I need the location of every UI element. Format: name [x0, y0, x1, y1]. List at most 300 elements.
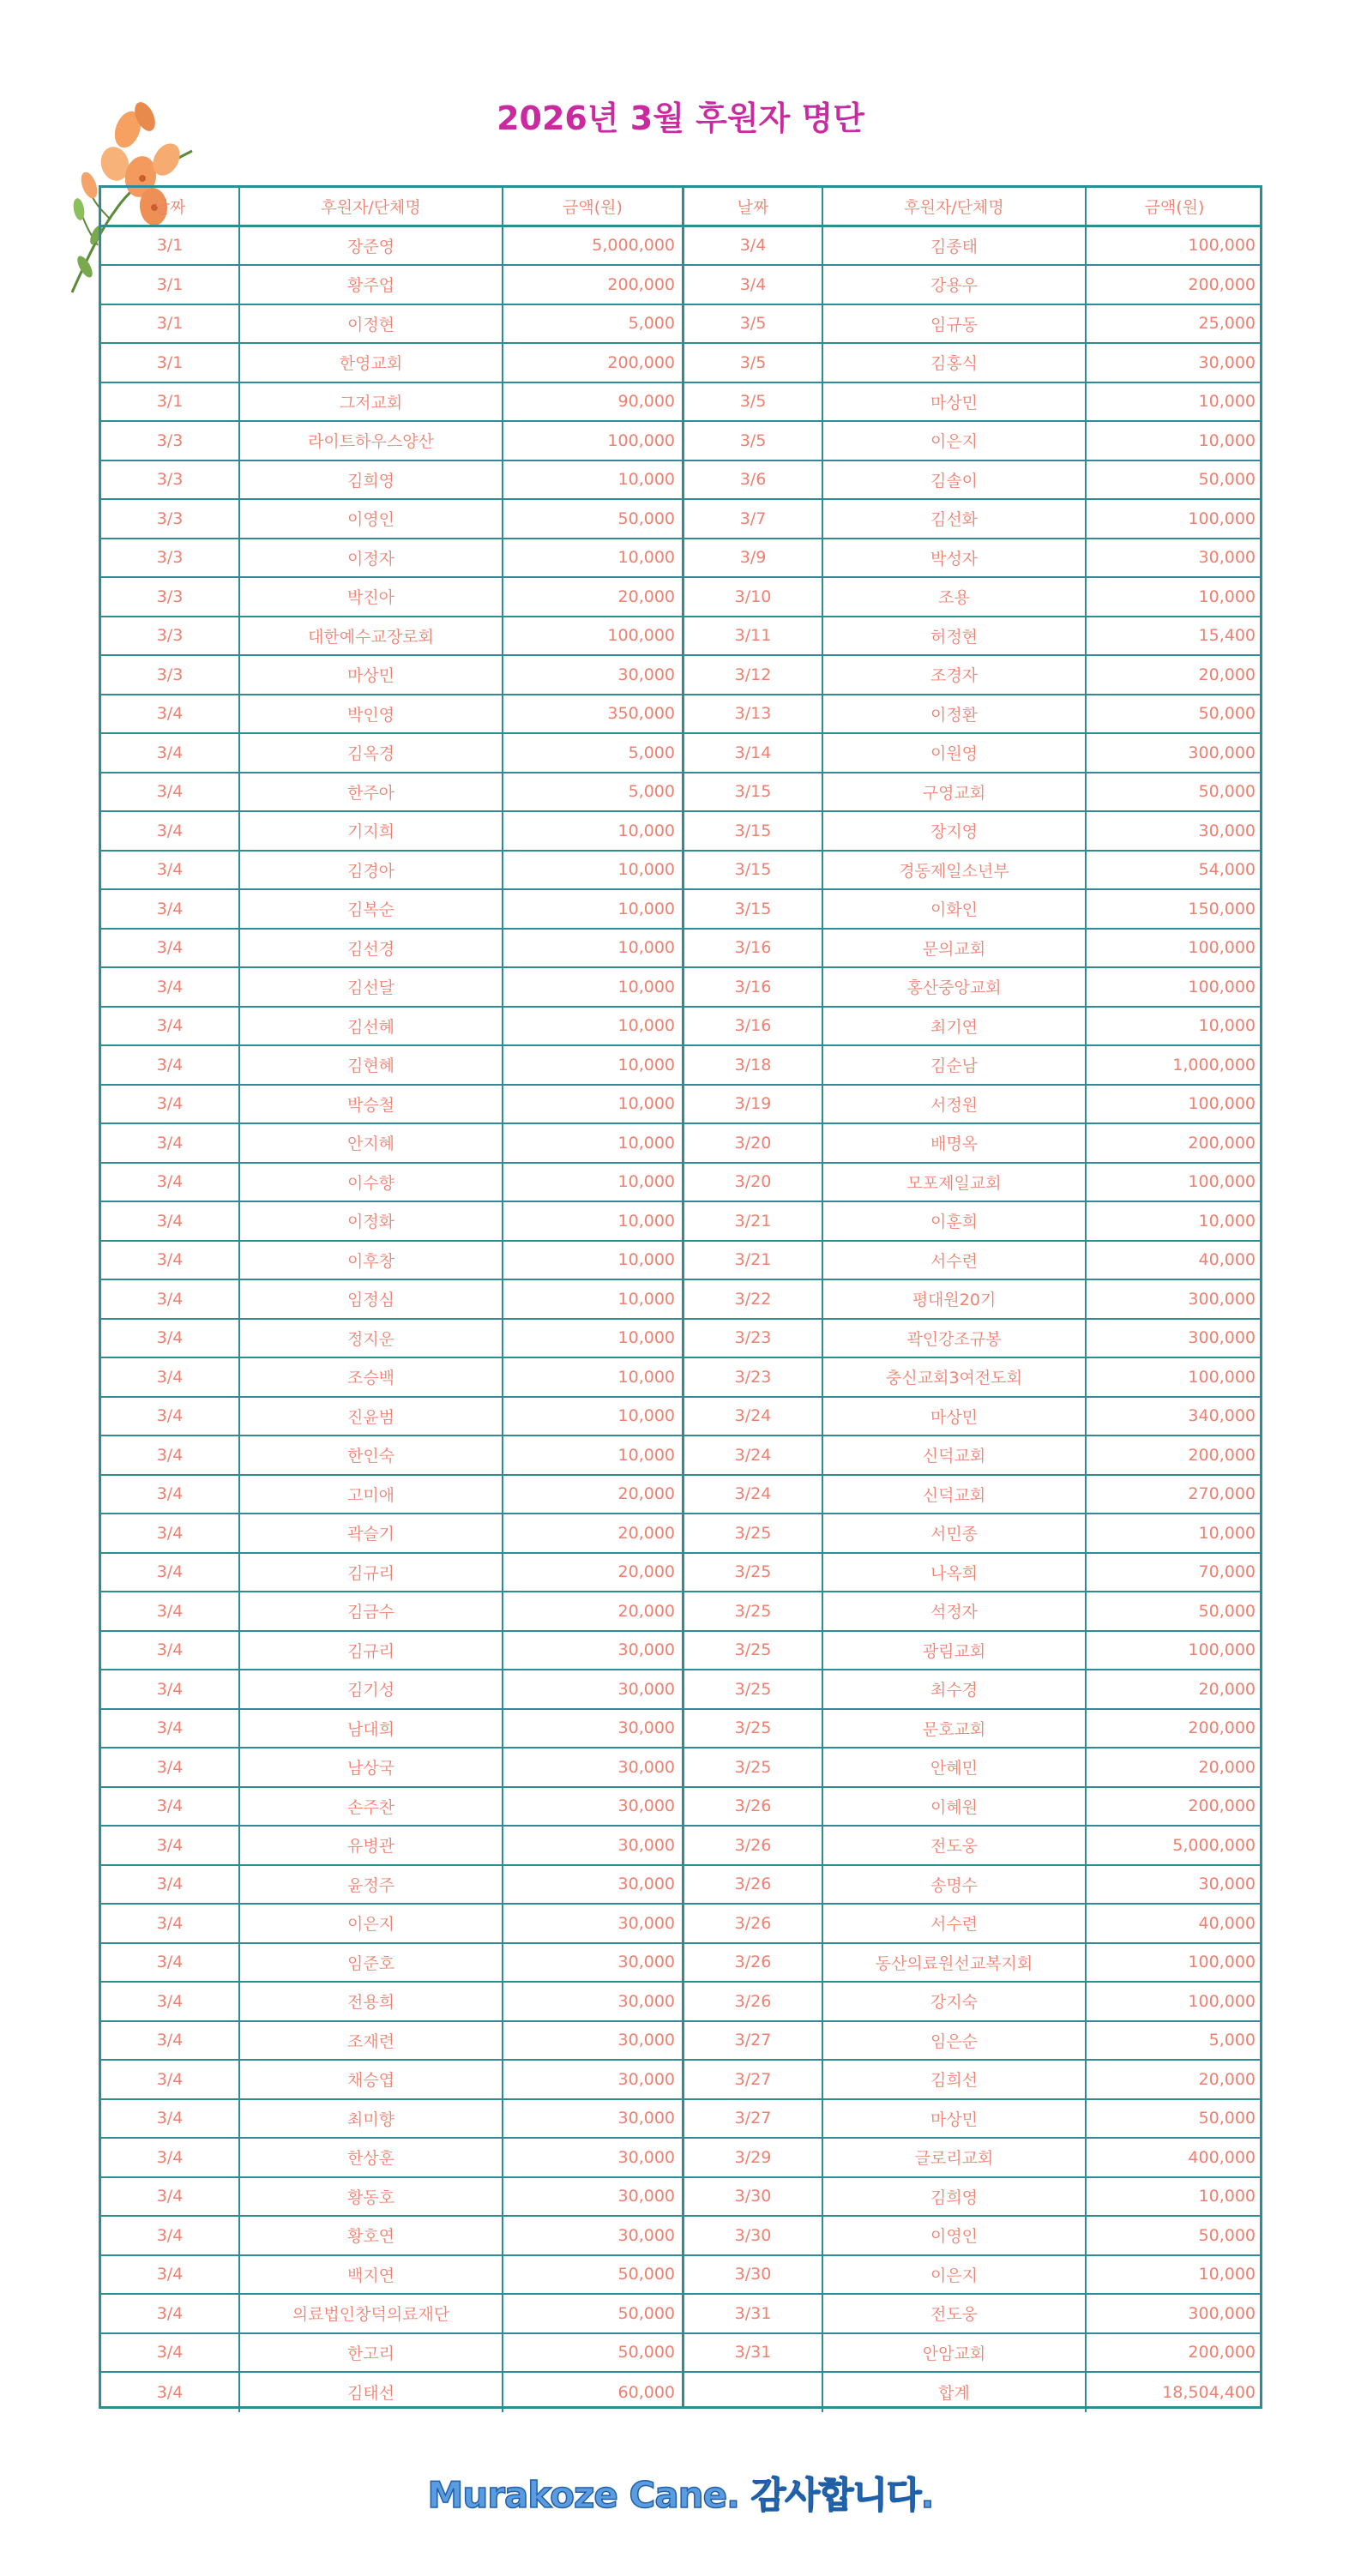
donor-name: 임은순 [823, 2022, 1087, 2060]
table-row [101, 500, 682, 539]
donation-date: 3/27 [684, 2100, 823, 2138]
table-row [684, 1398, 1262, 1437]
donation-amount: 10,000 [617, 1250, 675, 1270]
donor-name: 의료법인창덕의료재단 [240, 2295, 503, 2332]
donor-name: 이원영 [823, 734, 1087, 772]
donation-date: 3/4 [101, 1514, 240, 1552]
table-row [684, 812, 1262, 852]
donor-name: 남대희 [240, 1710, 503, 1748]
donor-name: 박성자 [823, 539, 1087, 577]
table-row [684, 1944, 1262, 1983]
thank-you-footer: Murakoze Cane. 감사합니다. [427, 2474, 934, 2516]
donor-name: 이정자 [240, 539, 503, 577]
donation-date: 3/25 [684, 1592, 823, 1630]
donor-name: 정지운 [240, 1320, 503, 1357]
table-row [101, 2139, 682, 2178]
donation-amount: 20,000 [1198, 665, 1256, 684]
donation-date: 3/4 [101, 2256, 240, 2294]
donation-date: 3/4 [101, 695, 240, 733]
donation-amount: 200,000 [1188, 1718, 1256, 1738]
donation-amount: 10,000 [617, 548, 675, 568]
donation-amount: 10,000 [1198, 1016, 1256, 1036]
donation-amount: 350,000 [607, 704, 675, 724]
donation-date: 3/1 [101, 266, 240, 304]
donation-amount: 10,000 [617, 1445, 675, 1465]
donation-amount: 200,000 [1188, 1797, 1256, 1816]
table-row [684, 461, 1262, 501]
donor-name: 황동호 [240, 2178, 503, 2216]
donation-date: 3/4 [684, 227, 823, 265]
donation-date: 3/25 [684, 1710, 823, 1748]
donation-date: 3/29 [684, 2139, 823, 2176]
donation-amount: 10,000 [617, 1133, 675, 1153]
donor-name: 김규리 [240, 1632, 503, 1670]
donation-amount: 200,000 [607, 274, 675, 294]
donation-amount: 54,000 [1198, 860, 1256, 880]
table-row [684, 1514, 1262, 1554]
table-header-row [101, 188, 682, 227]
donor-name: 마상민 [823, 1398, 1087, 1435]
donor-table-right-column [682, 188, 1262, 2406]
donation-amount: 10,000 [617, 1289, 675, 1309]
table-row [101, 1632, 682, 1671]
table-row [101, 2217, 682, 2256]
donation-amount: 20,000 [617, 1601, 675, 1621]
donation-amount: 20,000 [617, 1523, 675, 1543]
donation-date: 3/26 [684, 1944, 823, 1982]
table-row [101, 617, 682, 657]
donation-amount: 50,000 [617, 2343, 675, 2362]
table-row [101, 1710, 682, 1749]
table-row [101, 930, 682, 969]
table-row [101, 2061, 682, 2100]
table-row [101, 1554, 682, 1593]
donation-date: 3/31 [684, 2334, 823, 2372]
donation-amount: 10,000 [617, 821, 675, 840]
table-row [101, 2100, 682, 2140]
donation-amount: 30,000 [617, 1718, 675, 1738]
donor-name: 마상민 [823, 383, 1087, 421]
table-row [684, 930, 1262, 969]
donation-date: 3/4 [101, 1398, 240, 1435]
donation-date: 3/20 [684, 1124, 823, 1162]
donation-date: 3/21 [684, 1242, 823, 1279]
donation-amount: 30,000 [617, 1913, 675, 1933]
donor-name: 박인영 [240, 695, 503, 733]
donor-name: 임규동 [823, 305, 1087, 343]
donation-date: 3/4 [101, 930, 240, 967]
donor-name: 김태선 [240, 2373, 503, 2412]
donor-name: 한영교회 [240, 344, 503, 382]
donation-date: 3/1 [101, 344, 240, 382]
donation-date: 3/4 [101, 1476, 240, 1514]
header-date: 날짜 [101, 188, 240, 225]
donation-amount: 18,504,400 [1162, 2382, 1256, 2402]
donor-name: 모포제일교회 [823, 1164, 1087, 1201]
table-row [101, 1008, 682, 1047]
table-row [101, 2256, 682, 2296]
donation-amount: 100,000 [1188, 1172, 1256, 1192]
donation-amount: 10,000 [617, 1055, 675, 1074]
donation-date: 3/15 [684, 890, 823, 928]
table-row [684, 1008, 1262, 1047]
donor-name: 광림교회 [823, 1632, 1087, 1670]
donation-amount: 10,000 [617, 1211, 675, 1231]
table-row [101, 1905, 682, 1944]
donor-name: 곽슬기 [240, 1514, 503, 1552]
donation-date: 3/3 [101, 617, 240, 655]
donation-amount: 5,000,000 [1172, 1835, 1256, 1855]
donor-name: 한인숙 [240, 1436, 503, 1474]
table-row [684, 2295, 1262, 2334]
donation-amount: 300,000 [1188, 1328, 1256, 1348]
table-row [101, 266, 682, 305]
table-row [684, 617, 1262, 657]
donor-name: 박승철 [240, 1086, 503, 1123]
donation-amount: 10,000 [1198, 2187, 1256, 2206]
donation-amount: 10,000 [1198, 430, 1256, 450]
donation-date: 3/4 [101, 852, 240, 889]
donation-date: 3/26 [684, 1905, 823, 1942]
donation-amount: 40,000 [1198, 1250, 1256, 1270]
donation-amount: 20,000 [617, 1484, 675, 1504]
donor-name: 곽인강조규봉 [823, 1320, 1087, 1357]
donation-amount: 100,000 [1188, 509, 1256, 528]
donor-name: 홍산중앙교회 [823, 968, 1087, 1006]
donor-name: 이은지 [823, 422, 1087, 460]
donation-amount: 30,000 [617, 2069, 675, 2089]
donor-name: 조용 [823, 578, 1087, 616]
donor-name: 김경아 [240, 852, 503, 889]
donation-date: 3/3 [101, 578, 240, 616]
table-row [684, 1202, 1262, 1242]
donation-date: 3/24 [684, 1476, 823, 1514]
donor-name: 경동제일소년부 [823, 852, 1087, 889]
donation-amount: 100,000 [1188, 1367, 1256, 1387]
donation-date: 3/23 [684, 1320, 823, 1357]
donation-date: 3/4 [101, 2061, 240, 2098]
donor-name: 김현혜 [240, 1046, 503, 1084]
donor-name: 한고리 [240, 2334, 503, 2372]
donor-name: 김종태 [823, 227, 1087, 265]
donation-date: 3/4 [101, 1788, 240, 1826]
donation-date: 3/4 [101, 1320, 240, 1357]
donor-name: 신덕교회 [823, 1476, 1087, 1514]
donation-amount: 400,000 [1188, 2147, 1256, 2167]
donation-amount: 5,000,000 [592, 236, 675, 256]
donor-name: 이영인 [823, 2217, 1087, 2254]
donor-name: 김선달 [240, 968, 503, 1006]
donation-date: 3/21 [684, 1202, 823, 1240]
donor-name: 평대원20기 [823, 1280, 1087, 1318]
donation-date: 3/3 [101, 656, 240, 694]
donation-amount: 100,000 [1188, 938, 1256, 958]
donation-date: 3/3 [101, 422, 240, 460]
table-row [684, 1476, 1262, 1515]
donor-name: 이정환 [823, 695, 1087, 733]
donation-amount: 10,000 [617, 1328, 675, 1348]
table-row [101, 1358, 682, 1398]
donation-amount: 10,000 [617, 1094, 675, 1114]
donation-amount: 30,000 [617, 1835, 675, 1855]
donation-amount: 30,000 [617, 1953, 675, 1972]
donation-date: 3/5 [684, 344, 823, 382]
table-row [684, 2373, 1262, 2412]
donation-date: 3/26 [684, 1983, 823, 2020]
donation-date: 3/24 [684, 1436, 823, 1474]
table-row [684, 2100, 1262, 2140]
donation-date: 3/27 [684, 2061, 823, 2098]
donor-name: 마상민 [240, 656, 503, 694]
table-row [101, 1086, 682, 1125]
donor-name: 동산의료원선교복지회 [823, 1944, 1087, 1982]
table-row [101, 734, 682, 773]
donor-name: 김희영 [823, 2178, 1087, 2216]
donation-date: 3/4 [101, 2022, 240, 2060]
donor-name: 라이트하우스양산 [240, 422, 503, 460]
donation-amount: 10,000 [617, 470, 675, 490]
donation-date: 3/4 [101, 890, 240, 928]
donor-name: 안지혜 [240, 1124, 503, 1162]
table-header-row [684, 188, 1262, 227]
donation-amount: 30,000 [1198, 1875, 1256, 1894]
donation-amount: 30,000 [617, 2225, 675, 2245]
table-row [101, 2295, 682, 2334]
donation-amount: 20,000 [617, 1562, 675, 1582]
table-row [684, 852, 1262, 891]
table-row [101, 1670, 682, 1710]
donor-name: 윤정주 [240, 1866, 503, 1904]
donation-date: 3/4 [101, 1008, 240, 1045]
table-row [101, 968, 682, 1008]
donation-date: 3/4 [101, 2217, 240, 2254]
donation-amount: 200,000 [1188, 1445, 1256, 1465]
donor-name: 강지숙 [823, 1983, 1087, 2020]
table-row [101, 1983, 682, 2022]
donation-date: 3/25 [684, 1748, 823, 1786]
donor-name: 남상국 [240, 1748, 503, 1786]
donation-date: 3/4 [101, 1164, 240, 1201]
donation-date: 3/5 [684, 305, 823, 343]
donor-name: 한주아 [240, 773, 503, 811]
table-row [101, 812, 682, 852]
table-row [101, 1398, 682, 1437]
donation-amount: 50,000 [1198, 2225, 1256, 2245]
donation-date: 3/13 [684, 695, 823, 733]
donation-amount: 1,000,000 [1172, 1055, 1256, 1074]
donation-date: 3/1 [101, 383, 240, 421]
donation-date: 3/22 [684, 1280, 823, 1318]
table-row [101, 1124, 682, 1164]
table-row [684, 1124, 1262, 1164]
table-row [684, 383, 1262, 423]
donation-amount: 30,000 [617, 2031, 675, 2050]
donor-name: 전도웅 [823, 2295, 1087, 2332]
table-row [684, 1788, 1262, 1827]
donation-date: 3/20 [684, 1164, 823, 1201]
donor-name: 안암교회 [823, 2334, 1087, 2372]
donation-amount: 5,000 [628, 314, 675, 334]
donation-amount: 200,000 [1188, 1133, 1256, 1153]
donation-amount: 30,000 [1198, 821, 1256, 840]
table-row [684, 1983, 1262, 2022]
donation-date: 3/25 [684, 1670, 823, 1708]
header-amount: 금액(원) [563, 197, 623, 217]
donation-amount: 50,000 [617, 509, 675, 528]
donor-name: 문의교회 [823, 930, 1087, 967]
donor-name: 이정화 [240, 1202, 503, 1240]
donor-name: 유병관 [240, 1827, 503, 1864]
donor-name: 송명수 [823, 1866, 1087, 1904]
table-row [684, 1320, 1262, 1359]
donor-name: 신덕교회 [823, 1436, 1087, 1474]
donor-name: 대한예수교장로회 [240, 617, 503, 655]
header-name: 후원자/단체명 [823, 188, 1087, 225]
donation-date: 3/18 [684, 1046, 823, 1084]
donor-name: 김선경 [240, 930, 503, 967]
donation-date: 3/4 [101, 1554, 240, 1592]
donation-amount: 20,000 [1198, 2069, 1256, 2089]
donation-date: 3/30 [684, 2217, 823, 2254]
table-row [684, 1554, 1262, 1593]
donation-date: 3/25 [684, 1554, 823, 1592]
table-row [684, 305, 1262, 345]
table-row [684, 734, 1262, 773]
donation-amount: 10,000 [1198, 1211, 1256, 1231]
donor-name: 조승백 [240, 1358, 503, 1396]
donation-amount: 15,400 [1198, 626, 1256, 646]
donation-date: 3/4 [101, 1046, 240, 1084]
table-row [101, 1436, 682, 1476]
table-row [101, 1280, 682, 1320]
page-title: 2026년 3월 후원자 명단 [497, 99, 864, 137]
table-row [684, 578, 1262, 617]
table-row [101, 852, 682, 891]
donor-name: 김솔이 [823, 461, 1087, 499]
donation-date: 3/26 [684, 1866, 823, 1904]
donor-name: 글로리교회 [823, 2139, 1087, 2176]
donor-name: 배명옥 [823, 1124, 1087, 1162]
donor-table-left-column [101, 188, 682, 2406]
table-row [684, 2256, 1262, 2296]
table-row [101, 1788, 682, 1827]
donation-amount: 300,000 [1188, 1289, 1256, 1309]
donor-name: 최수경 [823, 1670, 1087, 1708]
donation-amount: 30,000 [617, 2187, 675, 2206]
donation-date: 3/4 [101, 1866, 240, 1904]
donor-name: 구영교회 [823, 773, 1087, 811]
donation-date: 3/3 [101, 500, 240, 538]
donation-date: 3/4 [101, 2139, 240, 2176]
donation-amount: 50,000 [1198, 704, 1256, 724]
donation-date: 3/4 [101, 1748, 240, 1786]
header-name: 후원자/단체명 [240, 188, 503, 225]
donation-amount: 10,000 [617, 977, 675, 996]
table-row [101, 1476, 682, 1515]
donation-amount: 20,000 [1198, 1679, 1256, 1699]
table-row [101, 344, 682, 383]
donation-date: 3/4 [101, 1280, 240, 1318]
donor-name: 허정현 [823, 617, 1087, 655]
donation-date: 3/15 [684, 852, 823, 889]
donation-amount: 10,000 [617, 1172, 675, 1192]
donor-name: 전용희 [240, 1983, 503, 2020]
donor-name: 최기연 [823, 1008, 1087, 1045]
donation-amount: 50,000 [617, 2265, 675, 2284]
donation-amount: 30,000 [1198, 548, 1256, 568]
donor-name: 석정자 [823, 1592, 1087, 1630]
donation-amount: 100,000 [607, 626, 675, 646]
donor-name: 서수련 [823, 1905, 1087, 1942]
donation-date: 3/15 [684, 812, 823, 850]
donation-amount: 100,000 [1188, 236, 1256, 256]
donation-amount: 30,000 [617, 2147, 675, 2167]
table-row [684, 1632, 1262, 1671]
donation-amount: 5,000 [1208, 2031, 1256, 2050]
table-row [101, 695, 682, 735]
donation-date: 3/5 [684, 422, 823, 460]
donor-name: 문호교회 [823, 1710, 1087, 1748]
donation-amount: 30,000 [617, 1757, 675, 1777]
donation-amount: 30,000 [1198, 352, 1256, 372]
donation-amount: 10,000 [1198, 1523, 1256, 1543]
donation-amount: 30,000 [617, 1640, 675, 1660]
donation-amount: 10,000 [617, 899, 675, 918]
donation-date: 3/4 [101, 1905, 240, 1942]
donation-amount: 10,000 [617, 1367, 675, 1387]
donation-amount: 70,000 [1198, 1562, 1256, 1582]
donor-name: 김옥경 [240, 734, 503, 772]
table-row [684, 2178, 1262, 2218]
donation-amount: 60,000 [617, 2382, 675, 2402]
donor-name: 이수향 [240, 1164, 503, 1201]
donor-name: 이혜원 [823, 1788, 1087, 1826]
table-row [101, 422, 682, 461]
donation-date: 3/26 [684, 1788, 823, 1826]
donation-date: 3/4 [101, 1124, 240, 1162]
donation-date: 3/4 [101, 1592, 240, 1630]
donor-name: 고미애 [240, 1476, 503, 1514]
donor-name: 채승엽 [240, 2061, 503, 2098]
donor-name: 장준영 [240, 227, 503, 265]
table-row [101, 1866, 682, 1905]
table-row [101, 1827, 682, 1866]
table-row [101, 773, 682, 813]
donation-amount: 100,000 [607, 430, 675, 450]
donation-date: 3/4 [101, 1983, 240, 2020]
donation-date: 3/24 [684, 1398, 823, 1435]
donation-date: 3/30 [684, 2178, 823, 2216]
donation-date: 3/6 [684, 461, 823, 499]
donor-name: 조재련 [240, 2022, 503, 2060]
donor-name: 전도웅 [823, 1827, 1087, 1864]
donation-date: 3/12 [684, 656, 823, 694]
table-row [101, 461, 682, 501]
donation-amount: 100,000 [1188, 1991, 1256, 2011]
donor-name: 이은지 [240, 1905, 503, 1942]
donor-name: 이후창 [240, 1242, 503, 1279]
table-row [684, 1280, 1262, 1320]
table-row [684, 1905, 1262, 1944]
donor-name: 김복순 [240, 890, 503, 928]
table-row [684, 1592, 1262, 1632]
donation-amount: 20,000 [617, 587, 675, 606]
donation-amount: 20,000 [1198, 1757, 1256, 1777]
donation-date: 3/30 [684, 2256, 823, 2294]
donor-name: 서정원 [823, 1086, 1087, 1123]
donor-name: 안혜민 [823, 1748, 1087, 1786]
donor-name: 황주업 [240, 266, 503, 304]
